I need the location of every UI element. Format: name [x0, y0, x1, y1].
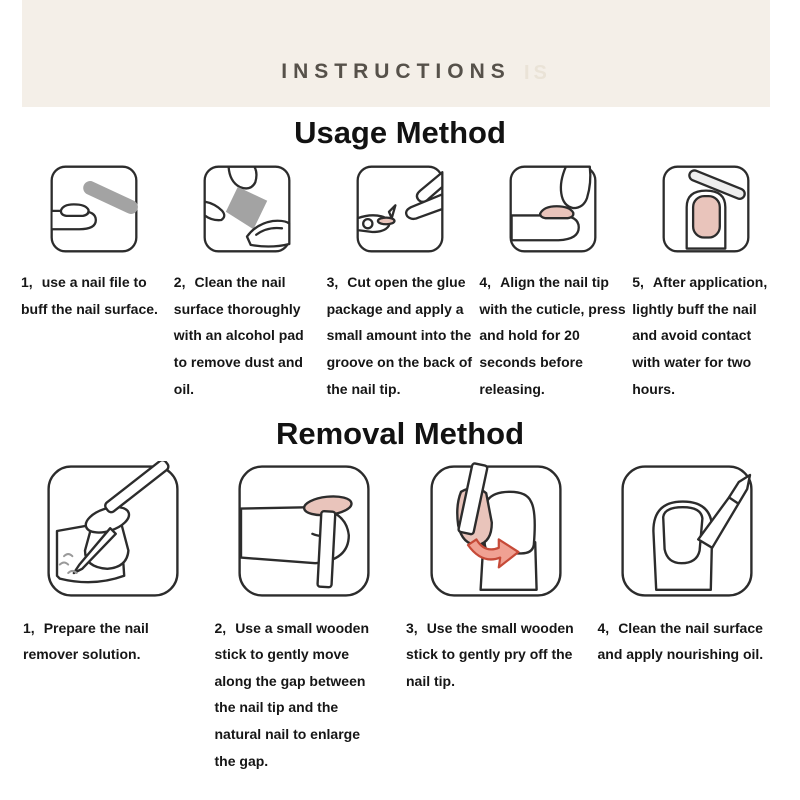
- removal-step-1: [22, 459, 204, 668]
- wooden-stick-gap-icon: [234, 461, 374, 601]
- instructions-title: INSTRUCTIONS: [281, 60, 511, 83]
- clean-and-nourish-icon: [617, 461, 757, 601]
- usage-step-2: [173, 157, 322, 402]
- alcohol-pad-cleaning-icon: [201, 163, 293, 255]
- usage-step-1: [20, 157, 169, 322]
- ghost-text: IS: [524, 62, 551, 84]
- nail-file-buffing-icon: [48, 163, 140, 255]
- removal-step-4: [597, 459, 779, 668]
- usage-step-1-text: 1, use a nail file to buff the nail surface.: [21, 274, 158, 317]
- usage-step-3: [326, 157, 475, 402]
- removal-step-1-text: 1, Prepare the nail remover solution.: [23, 619, 149, 663]
- usage-step-4: [478, 157, 627, 402]
- usage-step-5: [631, 157, 780, 402]
- glue-application-icon: [354, 163, 446, 255]
- content: [0, 107, 800, 774]
- align-press-hold-icon: [507, 163, 599, 255]
- removal-method-title: Removal Method: [275, 416, 525, 452]
- usage-step-2-text: 2, Clean the nail surface thoroughly with an alcohol pad to remove dust and oil.: [173, 274, 304, 397]
- usage-method-title: Usage Method: [294, 115, 506, 150]
- header-band: [22, 0, 770, 107]
- removal-step-3-text: 3, Use the small wooden stick to gently pry off the nail tip.: [406, 619, 574, 689]
- usage-step-5-text: 5, After application, lightly buff the nail and avoid contact with water for two hours.: [632, 274, 768, 397]
- usage-step-4-text: 4, Align the nail tip with the cuticle, press and hold for 20 seconds before releasing.: [479, 274, 626, 397]
- remover-solution-icon: [43, 461, 183, 601]
- removal-step-4-text: 4, Clean the nail surface and apply nourishing oil.: [597, 619, 764, 663]
- removal-step-2-text: 2, Use a small wooden stick to gently move along the gap between the nail tip and the natural nail to enlarge the gap.: [214, 619, 370, 769]
- removal-step-3: [405, 459, 587, 695]
- usage-steps-row: [0, 157, 800, 402]
- usage-step-3-text: 3, Cut open the glue package and apply a small amount into the groove on the back of the nail tip.: [326, 274, 473, 397]
- pry-off-nail-tip-icon: [426, 461, 566, 601]
- removal-steps-row: [0, 459, 800, 775]
- removal-step-2: [214, 459, 396, 775]
- buff-after-application-icon: [660, 163, 752, 255]
